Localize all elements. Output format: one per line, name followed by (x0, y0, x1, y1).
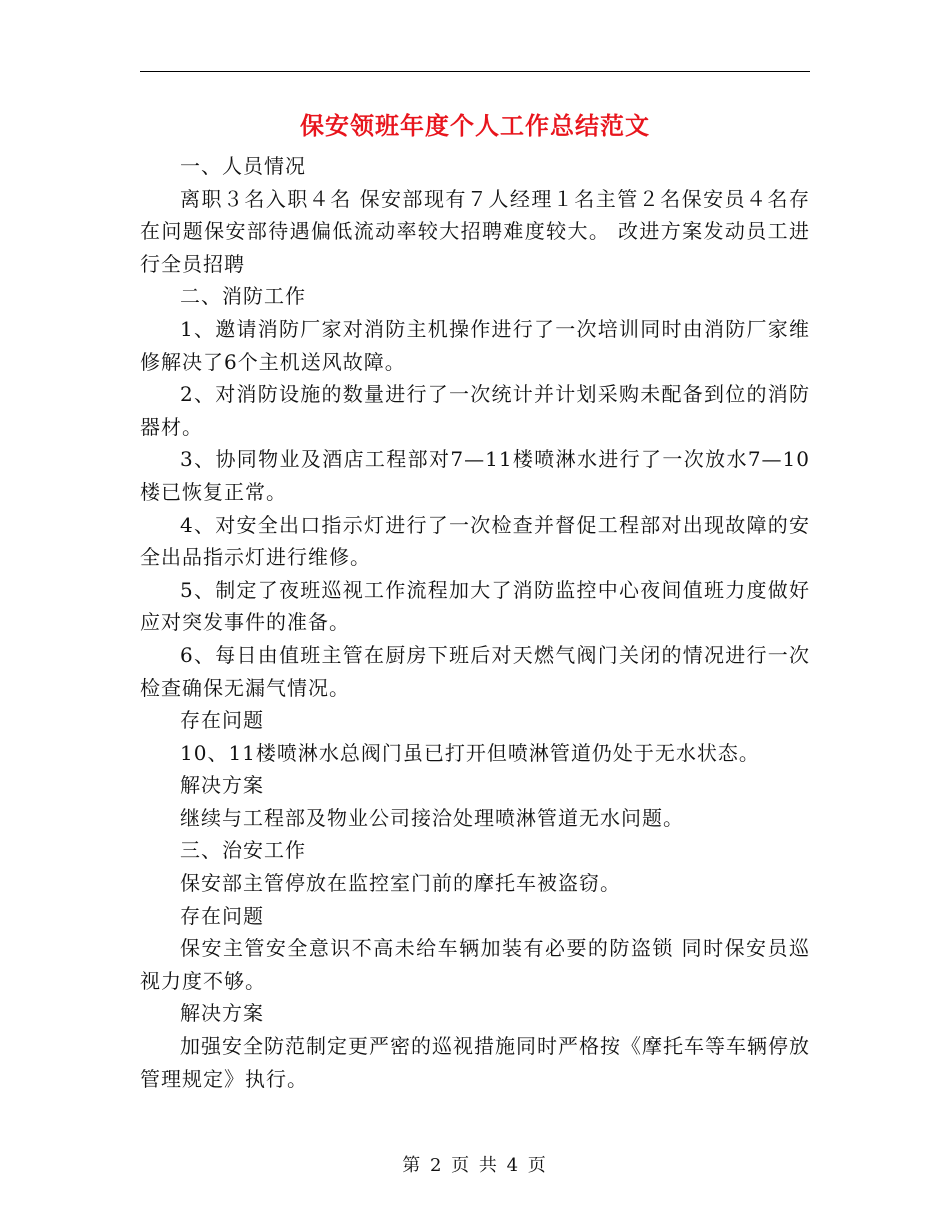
subheading-issues-fire: 存在问题 (180, 708, 264, 733)
paragraph-personnel: 离职３名入职４名 保安部现有７人经理１名主管２名保安员４名存在问题保安部待遇偏低流动率较大招聘难度较大。 改进方案发动员工进行全员招聘 (140, 186, 810, 276)
section-heading-security: 三、治安工作 (180, 838, 306, 863)
header-rule (140, 71, 810, 72)
subheading-solution-fire: 解决方案 (180, 773, 264, 798)
paragraph-fire-4: 4、对安全出口指示灯进行了一次检查并督促工程部对出现故障的安全出品指示灯进行维修。 (140, 512, 810, 570)
document-title: 保安领班年度个人工作总结范文 (300, 111, 650, 140)
subheading-issues-security: 存在问题 (180, 903, 264, 928)
paragraph-fire-6: 6、每日由值班主管在厨房下班后对天燃气阀门关闭的情况进行一次检查确保无漏气情况。 (140, 642, 810, 700)
paragraph-issues-fire: 10、11楼喷淋水总阀门虽已打开但喷淋管道仍处于无水状态。 (180, 740, 760, 765)
document-body (140, 150, 810, 1095)
paragraph-issues-security: 保安主管安全意识不高未给车辆加装有必要的防盗锁 同时保安员巡视力度不够。 (140, 936, 810, 993)
paragraph-fire-2: 2、对消防设施的数量进行了一次统计并计划采购未配备到位的消防器材。 (140, 382, 810, 439)
paragraph-solution-security: 加强安全防范制定更严密的巡视措施同时严格按《摩托车等车辆停放管理规定》执行。 (140, 1034, 810, 1091)
paragraph-security: 保安部主管停放在监控室门前的摩托车被盗窃。 (180, 871, 621, 896)
paragraph-fire-1: 1、邀请消防厂家对消防主机操作进行了一次培训同时由消防厂家维修解决了6个主机送风故障。 (140, 316, 810, 374)
paragraph-fire-3: 3、协同物业及酒店工程部对7—11楼喷淋水进行了一次放水7—10楼已恢复正常。 (140, 447, 810, 504)
subheading-solution-security: 解决方案 (180, 1001, 264, 1026)
page-number: 第 2 页 共 4 页 (402, 1155, 548, 1176)
paragraph-solution-fire: 继续与工程部及物业公司接洽处理喷淋管道无水问题。 (180, 805, 684, 830)
paragraph-fire-5: 5、制定了夜班巡视工作流程加大了消防监控中心夜间值班力度做好应对突发事件的准备。 (140, 577, 810, 635)
section-heading-personnel: 一、人员情况 (180, 154, 306, 178)
section-heading-fire: 二、消防工作 (180, 284, 306, 309)
